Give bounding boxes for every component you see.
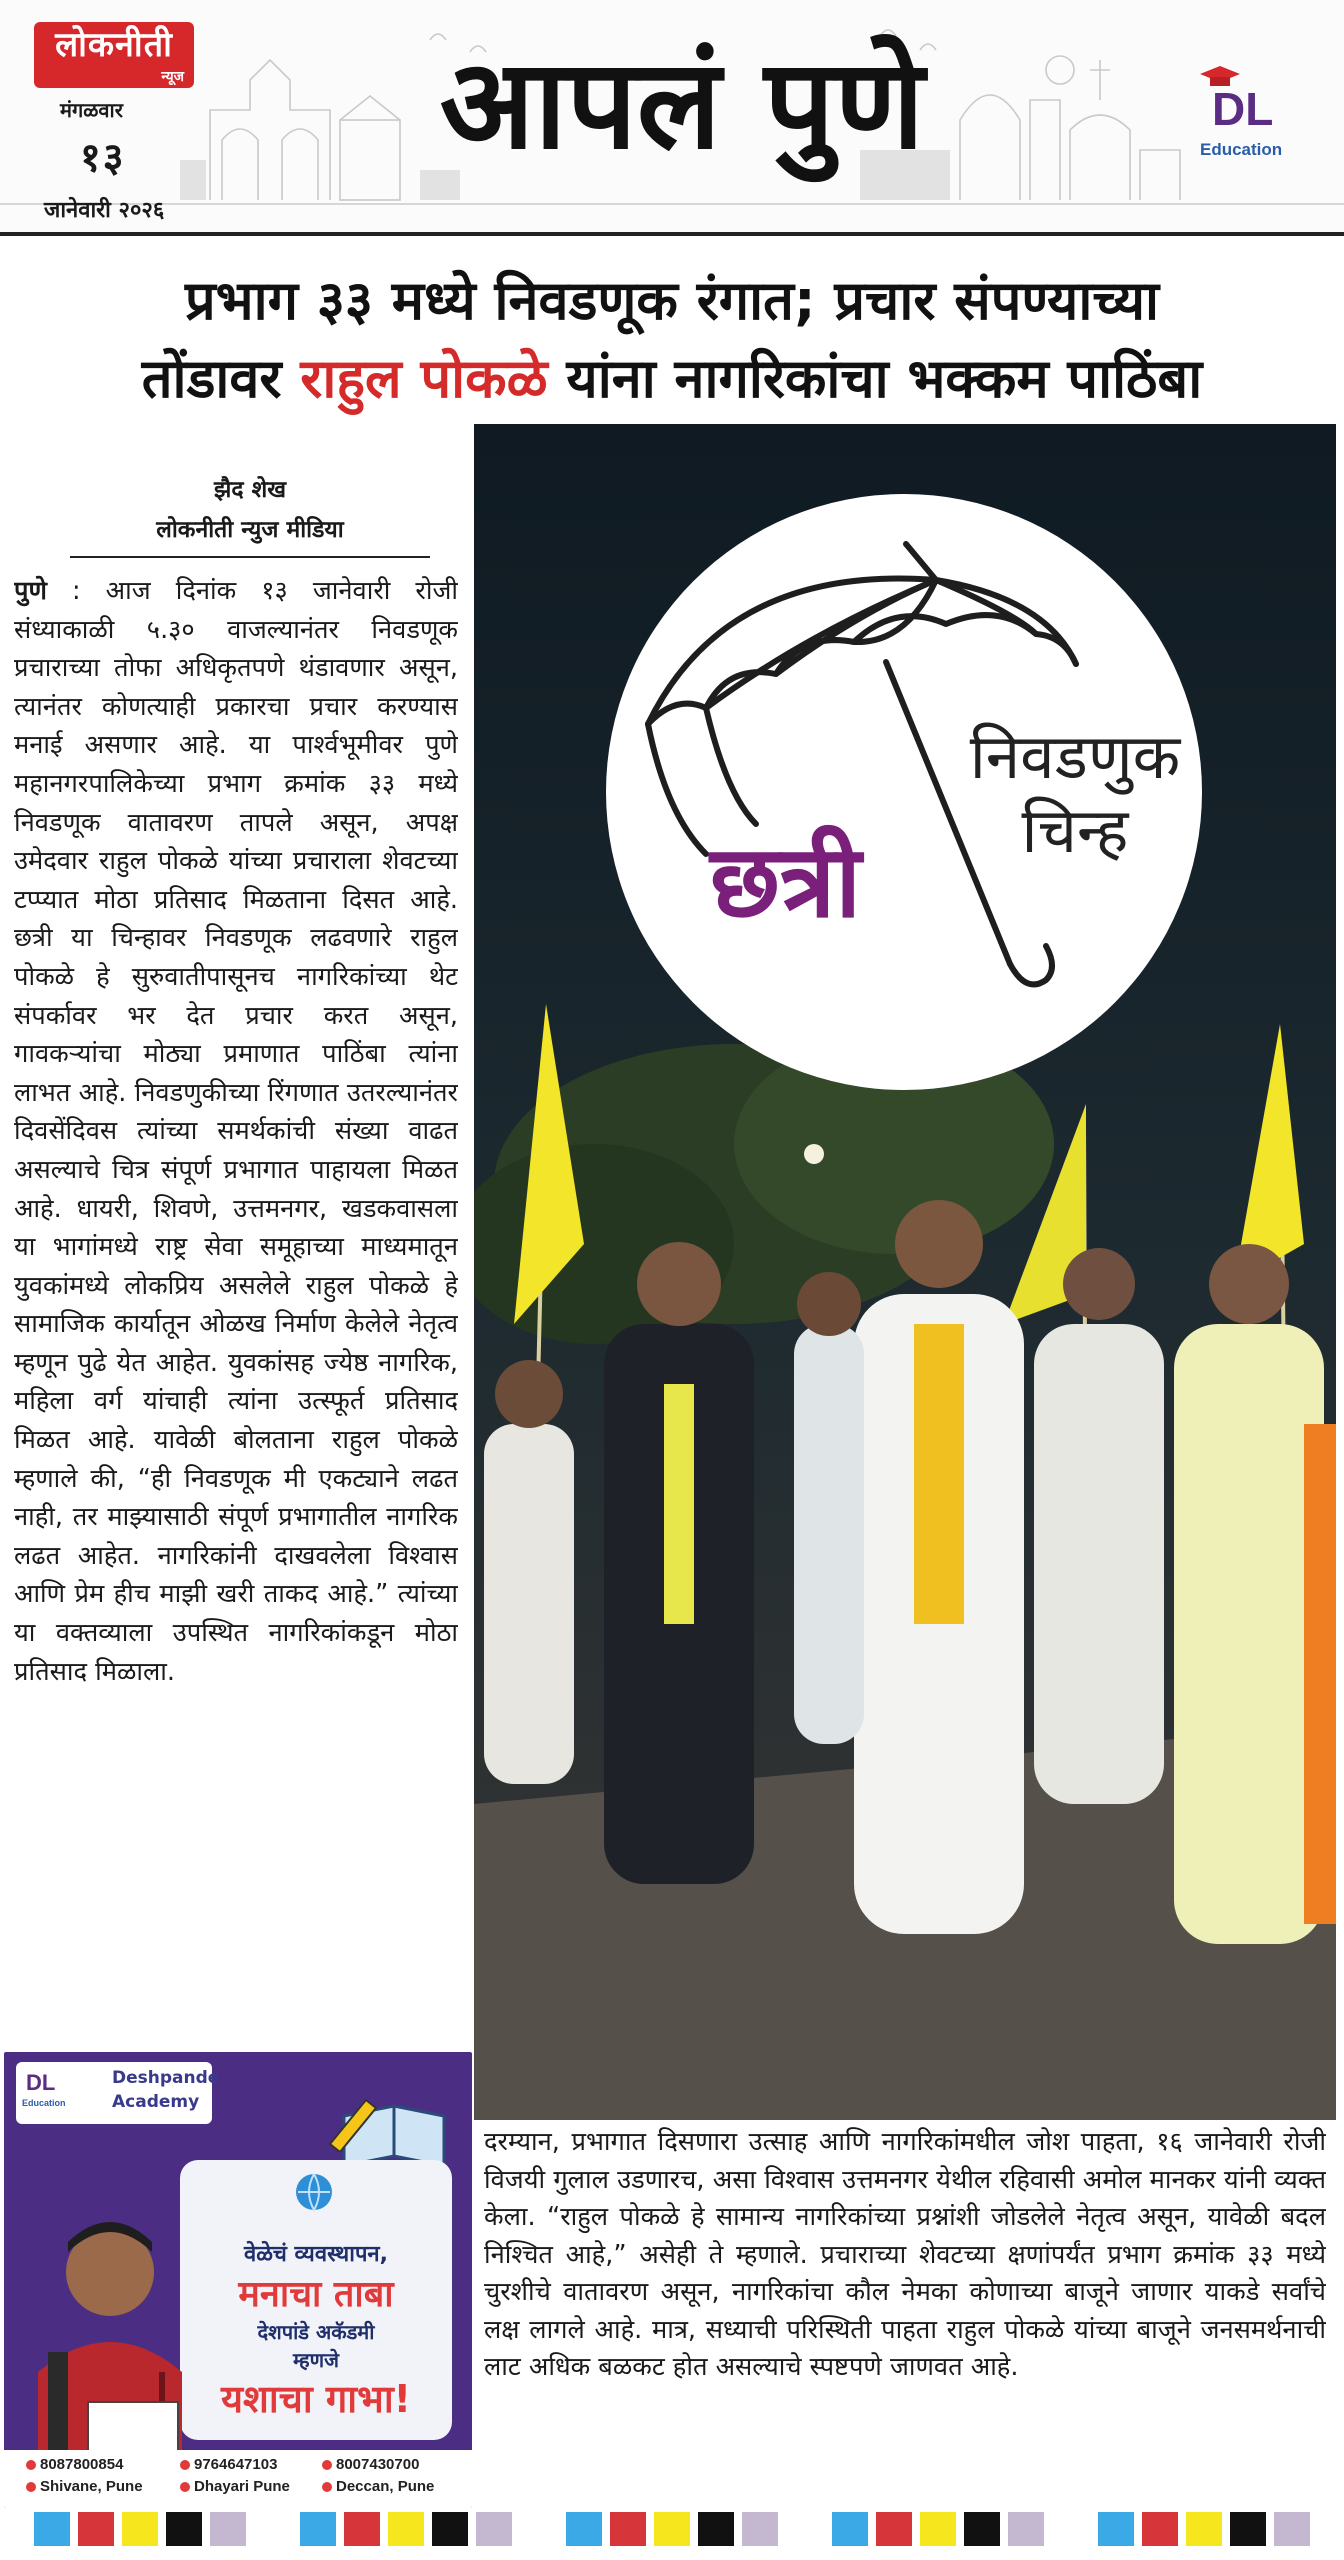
symbol-name: छत्री [710, 823, 862, 940]
byline-organization: लोकनीती न्युज मीडिया [156, 517, 344, 543]
color-swatch [920, 2512, 956, 2546]
ad-location-2 [180, 2478, 290, 2495]
ad-location-3 [322, 2478, 434, 2495]
headline-line2-end: यांना नागरिकांचा भक्कम पाठिंबा [547, 347, 1203, 410]
month-year: जानेवारी २०२६ [44, 198, 165, 223]
ad-location-3-text: Deccan, Pune [336, 2478, 435, 2495]
headline-line1: प्रभाग ३३ मध्ये निवडणूक रंगात; प्रचार संपण्याच्या [184, 269, 1160, 332]
color-swatch [1186, 2512, 1222, 2546]
color-swatch [1098, 2512, 1134, 2546]
sponsor-logo: DL [1212, 83, 1274, 135]
byline-divider [70, 556, 430, 558]
masthead [0, 0, 1344, 232]
ad-tagline-1: वेळेचं व्यवस्थापन, [243, 2242, 389, 2267]
color-swatch [344, 2512, 380, 2546]
globe-icon [294, 2172, 334, 2212]
color-swatch [832, 2512, 868, 2546]
phone-icon [180, 2460, 190, 2470]
phone-icon [26, 2460, 36, 2470]
ad-location-1 [26, 2478, 143, 2495]
academy-advertisement [4, 2052, 472, 2508]
election-symbol-badge [606, 494, 1202, 1090]
article-text: : आज दिनांक १३ जानेवारी रोजी संध्याकाळी ५.३० वाजल्यानंतर निवडणूक प्रचाराच्या तोफा अधिकृतपणे थंडावणार असून, त्यानंतर कोणत्याही प्रकारचा प्रचार करण्यास मनाई असणार आहे. या पार्श्वभूमीवर पुणे महानगरपालिकेच्या प्रभाग क्रमांक ३३ मध्ये निवडणूक वातावरण तापले असून, अपक्ष उमेदवार राहुल पोकळे यांच्या प्रचाराला शेवटच्या टप्प्यात मोठा प्रतिसाद मिळताना दिसत आहे. छत्री या चिन्हावर निवडणूक लढवणारे राहुल पोकळे हे सुरुवातीपासूनच नागरिकांच्या थेट संपर्कावर भर देत प्रचार करत असून, गावकऱ्यांचा मोठ्या प्रमाणात पाठिंबा त्यांना लाभत आहे. निवडणुकीच्या रिंगणात उतरल्यानंतर दिवसेंदिवस त्यांच्या समर्थकांची संख्या वाढत असल्याचे चित्र संपूर्ण प्रभागात पाहायला मिळत आहे. धायरी, शिवणे, उत्तमनगर, खडकवासला या भागांमध्ये राष्ट्र सेवा समूहाच्या माध्यमातून युवकांमध्ये लोकप्रिय असलेले राहुल पोकळे हे सामाजिक कार्यातून ओळख निर्माण केलेले नेतृत्व म्हणून पुढे येत आहेत. युवकांसह ज्येष्ठ नागरिक, महिला वर्ग यांचाही त्यांना उत्स्फूर्त प्रतिसाद मिळत आहे. यावेळी बोलताना राहुल पोकळे म्हणाले की, “ही निवडणूक मी एकट्याने लढत नाही, तर माझ्यासाठी संपूर्ण प्रभागातील नागरिक लढत आहेत. नागरिकांनी दाखवलेला विश्वास आणि प्रेम हीच माझी खरी ताकद आहे.” त्यांच्या या वक्तव्याला उपस्थित नागरिकांकडून मोठा प्रतिसाद मिळाला. [14, 576, 458, 1687]
ad-brand-name [112, 2066, 220, 2114]
rally-photo [474, 424, 1336, 2120]
color-swatch [34, 2512, 70, 2546]
date-number: १३ [80, 135, 126, 181]
headline-candidate-name: राहुल पोकळे [300, 347, 548, 410]
ad-phone-2-number: 9764647103 [194, 2456, 278, 2473]
color-swatch [388, 2512, 424, 2546]
location-pin-icon [26, 2482, 36, 2492]
ad-location-2-text: Dhayari Pune [194, 2478, 290, 2495]
ad-tagline-2: मनाचा ताबा [238, 2274, 394, 2315]
pencil-icon [322, 2092, 382, 2152]
color-swatch [566, 2512, 602, 2546]
headline-line2-start: तोंडावर [141, 347, 301, 410]
masthead-divider [0, 232, 1344, 236]
color-swatch [300, 2512, 336, 2546]
byline-author: झैद शेख [213, 477, 287, 503]
logo-sub-text: न्यूज [161, 69, 184, 85]
symbol-label [940, 720, 1210, 868]
symbol-label-line2: चिन्ह [1021, 794, 1129, 867]
color-swatch [876, 2512, 912, 2546]
ad-brand-line1: Deshpande [112, 2068, 220, 2088]
color-swatch [610, 2512, 646, 2546]
ad-logo: DL [26, 2070, 56, 2095]
color-swatch [964, 2512, 1000, 2546]
print-color-bar [0, 2512, 1344, 2546]
symbol-label-line1: निवडणुक [969, 720, 1181, 793]
weekday: मंगळवार [60, 98, 123, 122]
phone-icon [322, 2460, 332, 2470]
article-continuation: दरम्यान, प्रभागात दिसणारा उत्साह आणि नागरिकांमधील जोश पाहता, १६ जानेवारी रोजी विजयी गुलाल उडणारच, असा विश्वास उत्तमनगर येथील रहिवासी अमोल मानकर यांनी व्यक्त केला. “राहुल पोकळे हे सामान्य नागरिकांच्या प्रश्नांशी जोडलेले नेतृत्व असून, यावेळी बदल निश्चित आहे,” असेही ते म्हणाले. प्रचाराच्या शेवटच्या क्षणांपर्यंत प्रभाग क्रमांक ३३ मध्ये चुरशीचे वातावरण असून, नागरिकांचा कौल नेमका कोणाच्या बाजूने जाणार याकडे सर्वांचे लक्ष लागले आहे. मात्र, सध्याची परिस्थिती पाहता राहुल पोकळे यांच्या बाजूने जनसमर्थनाची लाट अधिक बळकट होत असल्याचे स्पष्टपणे जाणवत आहे. [484, 2127, 1326, 2382]
ad-tagline-3: देशपांडे अकॅडमी [257, 2320, 375, 2344]
color-swatch [1008, 2512, 1044, 2546]
location-pin-icon [322, 2482, 332, 2492]
color-swatch [122, 2512, 158, 2546]
color-swatch [476, 2512, 512, 2546]
article-body [14, 572, 458, 2038]
color-swatch [654, 2512, 690, 2546]
color-swatch [78, 2512, 114, 2546]
ad-phone-1[interactable] [26, 2456, 123, 2473]
dateline-place: पुणे [14, 576, 47, 606]
color-swatch [1142, 2512, 1178, 2546]
logo-main-text: लोकनीती [55, 25, 173, 65]
ad-tagline-4: म्हणजे [293, 2348, 339, 2372]
ad-location-1-text: Shivane, Pune [40, 2478, 143, 2495]
color-swatch [1274, 2512, 1310, 2546]
color-swatch [1230, 2512, 1266, 2546]
sponsor-logo-sub: Education [1200, 140, 1283, 159]
color-swatch [210, 2512, 246, 2546]
ad-phone-3[interactable] [322, 2456, 419, 2473]
color-swatch [742, 2512, 778, 2546]
ad-tagline-5: यशाचा गाभा! [220, 2377, 412, 2421]
color-swatch [166, 2512, 202, 2546]
ad-phone-2[interactable] [180, 2456, 277, 2473]
newspaper-logo [34, 22, 194, 88]
ad-logo-sub: Education [22, 2098, 66, 2108]
headline [14, 262, 1330, 418]
color-swatch [698, 2512, 734, 2546]
color-swatch [432, 2512, 468, 2546]
ad-phone-1-number: 8087800854 [40, 2456, 124, 2473]
location-pin-icon [180, 2482, 190, 2492]
ad-phone-3-number: 8007430700 [336, 2456, 420, 2473]
paper-title: आपलं पुणे [439, 33, 925, 177]
ad-brand-line2: Academy [112, 2092, 200, 2112]
